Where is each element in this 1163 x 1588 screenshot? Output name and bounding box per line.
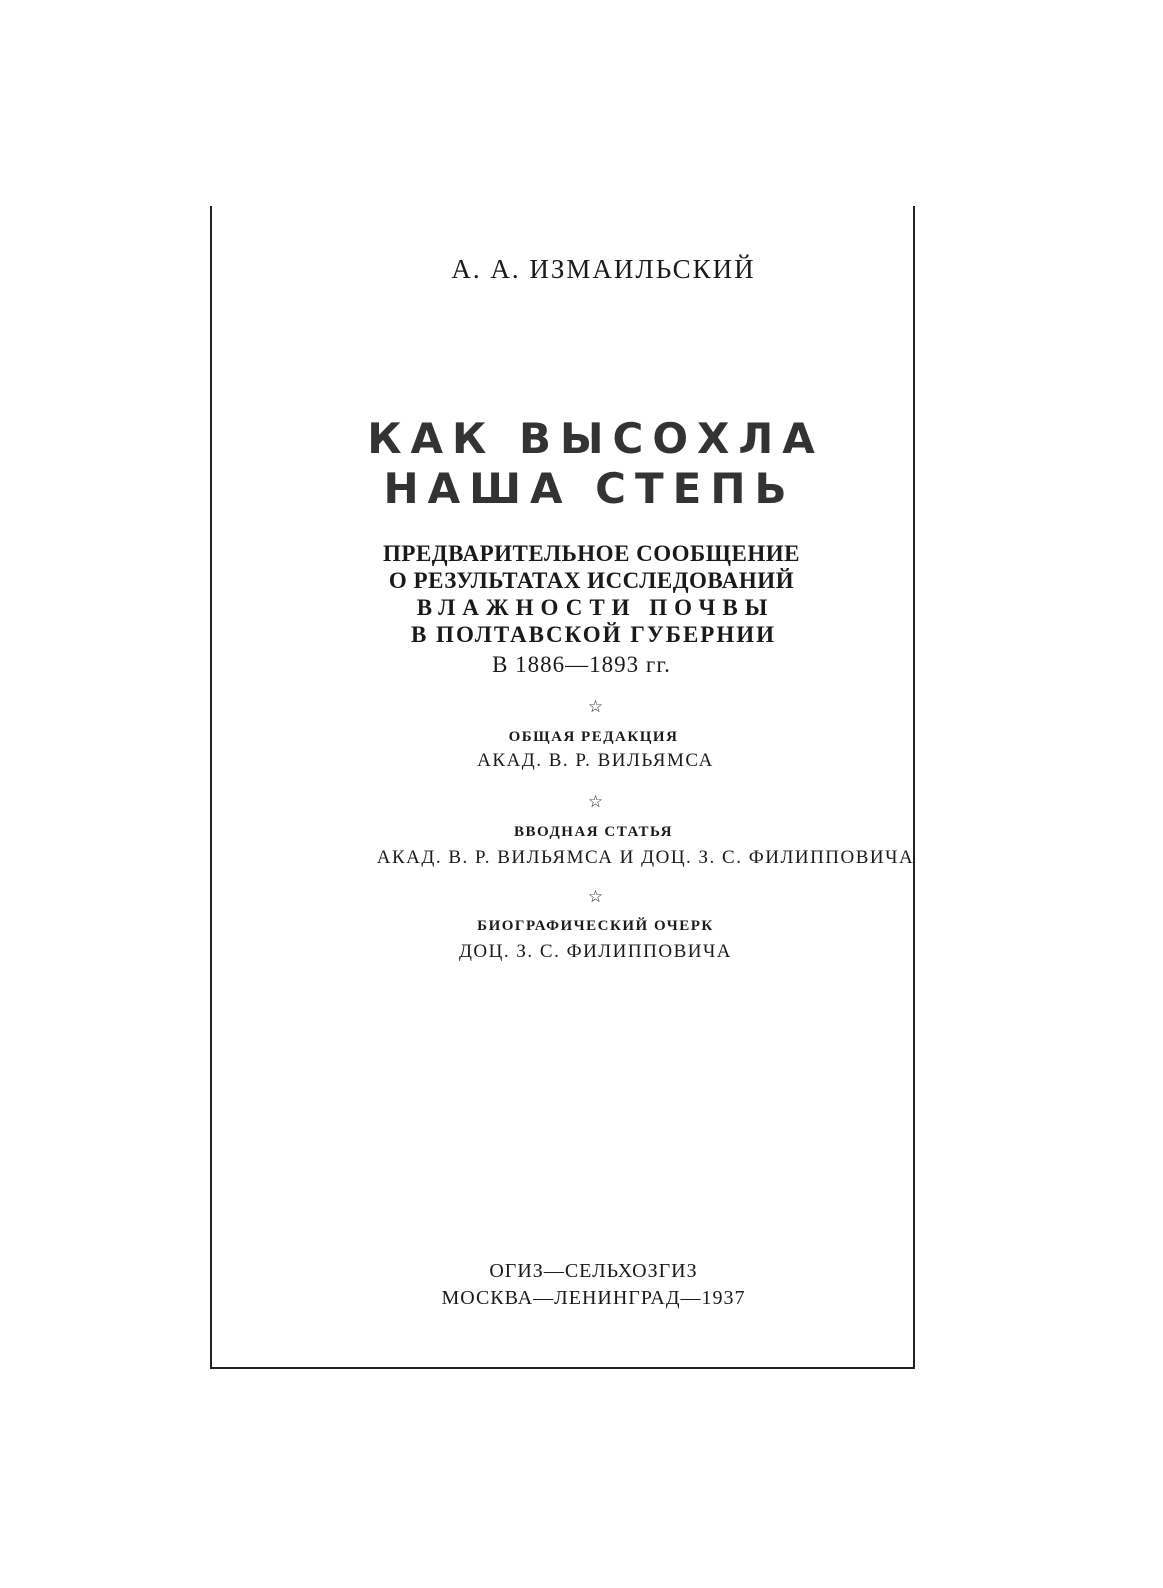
publisher-name: ОГИЗ—СЕЛЬХОЗГИЗ (489, 1260, 698, 1282)
star-separator-icon: ☆ (587, 887, 604, 907)
subtitle-line-3: ВЛАЖНОСТИ ПОЧВЫ (416, 595, 775, 620)
star-separator-icon: ☆ (587, 697, 604, 717)
subtitle-line-4: В ПОЛТАВСКОЙ ГУБЕРНИИ (410, 622, 777, 647)
bio-value: ДОЦ. З. С. ФИЛИППОВИЧА (458, 941, 733, 962)
editor-label: ОБЩАЯ РЕДАКЦИЯ (508, 729, 679, 745)
publisher-place-year: МОСКВА—ЛЕНИНГРАД—1937 (441, 1287, 746, 1309)
subtitle-line-1: ПРЕДВАРИТЕЛЬНОЕ СООБЩЕНИЕ (383, 541, 800, 566)
title-line-2: НАША СТЕПЬ (383, 464, 796, 513)
star-separator-icon: ☆ (587, 792, 604, 812)
title-line-1: КАК ВЫСОХЛА (367, 414, 824, 463)
subtitle-line-5: В 1886—1893 гг. (492, 652, 671, 677)
editor-value: АКАД. В. Р. ВИЛЬЯМСА (477, 750, 714, 771)
intro-label: ВВОДНАЯ СТАТЬЯ (514, 824, 673, 840)
bio-label: БИОГРАФИЧЕСКИЙ ОЧЕРК (477, 918, 714, 934)
intro-value: АКАД. В. Р. ВИЛЬЯМСА И ДОЦ. З. С. ФИЛИППОВИЧА (376, 847, 915, 868)
subtitle-line-2: О РЕЗУЛЬТАТАХ ИССЛЕДОВАНИЙ (388, 568, 795, 593)
author-name: А. А. ИЗМАИЛЬСКИЙ (451, 254, 756, 284)
page-frame (210, 206, 915, 1369)
